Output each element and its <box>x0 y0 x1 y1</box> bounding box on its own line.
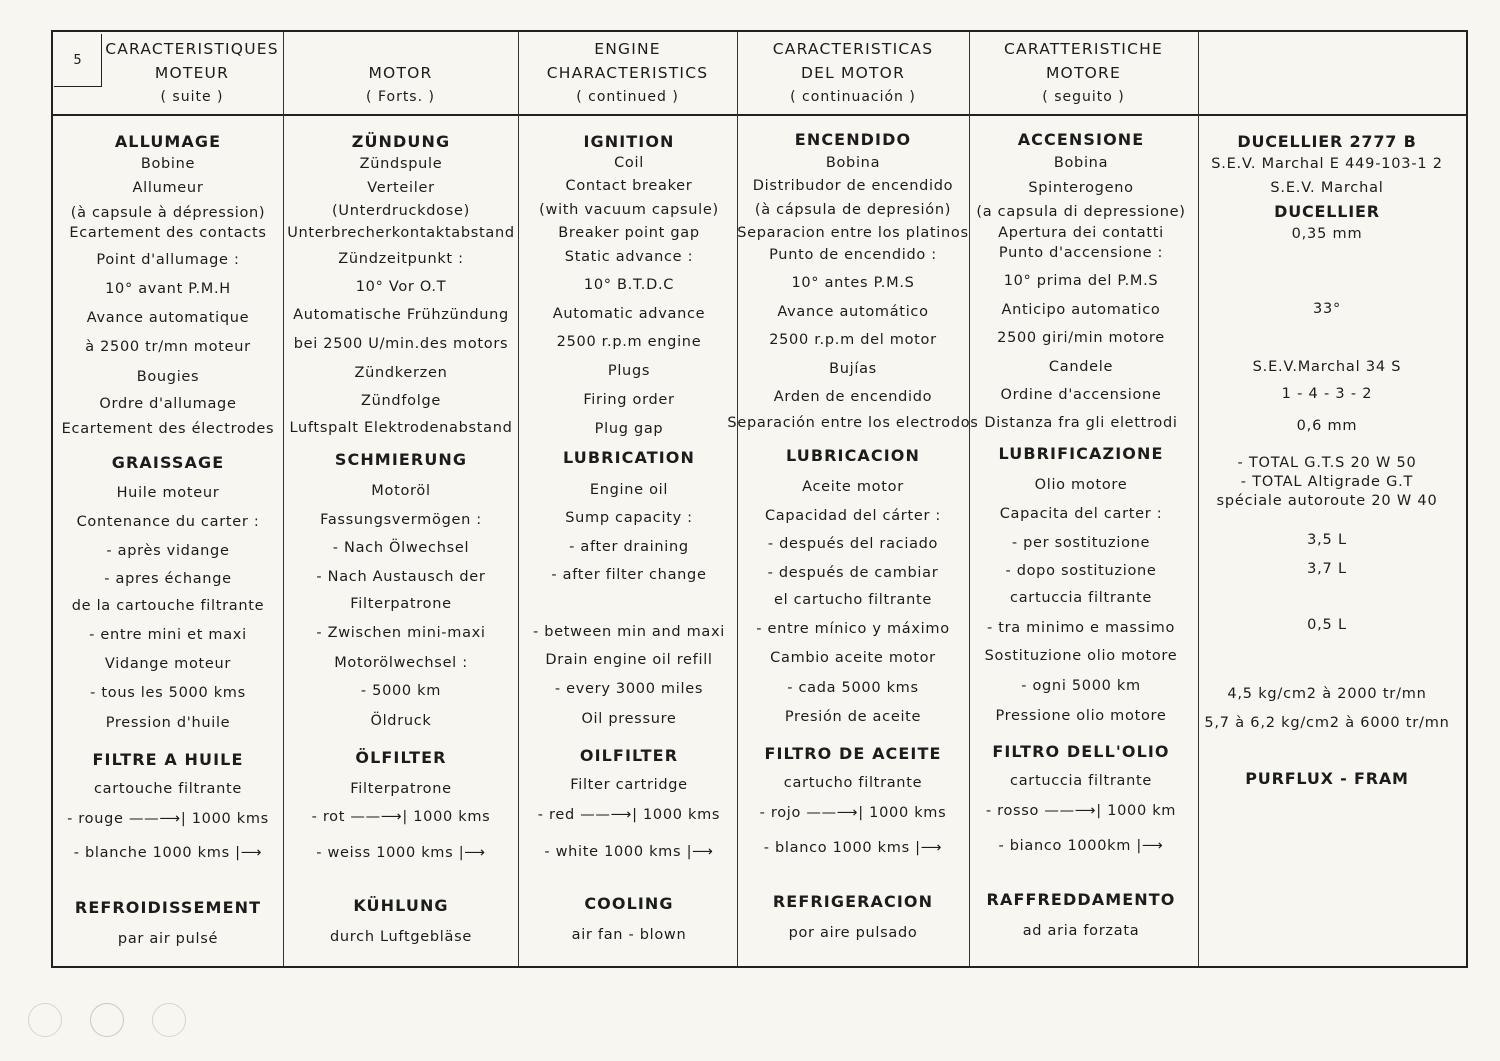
spec-label: Zündspule <box>359 156 443 172</box>
spec-label: Capacidad del cárter : <box>764 508 942 524</box>
spec-label: Breaker point gap <box>558 225 700 241</box>
spec-label: - rot ——⟶| 1000 kms <box>311 809 491 825</box>
spec-label: Plug gap <box>594 421 664 437</box>
spec-label: Distribudor de encendido <box>752 178 954 194</box>
column-header-title: CARACTERISTIQUES <box>105 40 279 58</box>
section-heading: REFRIGERACION <box>772 892 934 911</box>
column-divider <box>518 32 519 966</box>
spec-label: Spinterogeno <box>1028 180 1134 196</box>
spec-value: 0,6 mm <box>1296 418 1358 434</box>
spec-label: - tra minimo e massimo <box>986 620 1176 636</box>
binder-hole <box>90 1003 124 1037</box>
spec-label: - Nach Austausch der <box>316 569 486 585</box>
spec-label: 2500 r.p.m engine <box>556 334 702 350</box>
spec-label: durch Luftgebläse <box>330 929 472 945</box>
spec-label: (a capsula di depressione) <box>976 204 1186 220</box>
section-heading: RAFFREDDAMENTO <box>986 890 1176 909</box>
spec-label: (à capsule à dépression) <box>70 205 266 221</box>
binder-hole <box>28 1003 62 1037</box>
spec-label: Drain engine oil refill <box>545 652 713 668</box>
spec-label: 2500 r.p.m del motor <box>769 332 937 348</box>
spec-label: Static advance : <box>564 249 694 265</box>
column-divider <box>737 32 738 966</box>
column-divider <box>969 32 970 966</box>
page-number: 5 <box>54 34 102 87</box>
spec-label: Öldruck <box>370 713 432 729</box>
spec-label: Automatic advance <box>552 306 706 322</box>
spec-label: - cada 5000 kms <box>787 680 919 696</box>
spec-value: - TOTAL G.T.S 20 W 50 <box>1237 455 1417 471</box>
spec-label: à 2500 tr/mn moteur <box>85 339 251 355</box>
column-header-title: MOTOR <box>368 64 433 82</box>
section-heading: ENCENDIDO <box>794 130 912 149</box>
spec-label: - rojo ——⟶| 1000 kms <box>759 805 947 821</box>
column-header-title: MOTORE <box>1045 64 1121 82</box>
spec-label: - 5000 km <box>360 683 442 699</box>
section-heading: PURFLUX - FRAM <box>1245 769 1409 788</box>
spec-label: (à cápsula de depresión) <box>754 202 952 218</box>
spec-label: Bougies <box>136 369 200 385</box>
spec-label: Automatische Frühzündung <box>293 307 509 323</box>
spec-label: - blanche 1000 kms |⟶ <box>73 845 263 861</box>
spec-label: air fan - blown <box>571 927 687 943</box>
spec-value: 0,35 mm <box>1291 226 1363 242</box>
spec-label: cartuccia filtrante <box>1010 773 1152 789</box>
section-heading: KÜHLUNG <box>353 896 449 915</box>
spec-label: 10° Vor O.T <box>355 279 447 295</box>
spec-value: - TOTAL Altigrade G.T <box>1240 474 1414 490</box>
spec-label: Sump capacity : <box>565 510 693 526</box>
spec-label: Sostituzione olio motore <box>984 648 1178 664</box>
spec-label: Candele <box>1048 359 1114 375</box>
spec-label: Distanza fra gli elettrodi <box>984 415 1178 431</box>
spec-label: Filterpatrone <box>350 596 452 612</box>
spec-label: Ordine d'accensione <box>1000 387 1162 403</box>
spec-label: Separación entre los electrodos <box>727 415 979 431</box>
spec-label: Bobina <box>1053 155 1109 171</box>
spec-label: Luftspalt Elektrodenabstand <box>289 420 513 436</box>
section-heading: ÖLFILTER <box>355 748 447 767</box>
spec-label: Unterbrecherkontaktabstand <box>287 225 515 241</box>
section-heading: DUCELLIER <box>1274 202 1380 221</box>
column-header <box>283 32 518 114</box>
spec-label: ad aria forzata <box>1022 923 1140 939</box>
section-heading: GRAISSAGE <box>111 453 225 472</box>
spec-label: Bobine <box>140 156 196 172</box>
spec-label: Ecartement des contacts <box>69 225 267 241</box>
spec-value: 5,7 à 6,2 kg/cm2 à 6000 tr/mn <box>1204 715 1450 731</box>
spec-label: - per sostituzione <box>1011 535 1151 551</box>
header-divider <box>53 114 1466 116</box>
spec-label: Point d'allumage : <box>96 252 240 268</box>
spec-label: - apres échange <box>104 571 232 587</box>
spec-table <box>51 30 1468 968</box>
spec-label: - rouge ——⟶| 1000 kms <box>67 811 269 827</box>
section-heading: FILTRO DELL'OLIO <box>992 742 1170 761</box>
spec-label: 10° avant P.M.H <box>105 281 231 297</box>
spec-value: 1 - 4 - 3 - 2 <box>1281 386 1373 402</box>
spec-value: 3,5 L <box>1307 532 1347 548</box>
spec-label: Verteiler <box>367 180 435 196</box>
binder-hole <box>152 1003 186 1037</box>
spec-label: Plugs <box>607 363 651 379</box>
spec-label: - white 1000 kms |⟶ <box>544 844 714 860</box>
spec-label: Fassungsvermögen : <box>320 512 482 528</box>
spec-label: Contact breaker <box>565 178 693 194</box>
spec-label: Zündfolge <box>361 393 441 409</box>
spec-value: 0,5 L <box>1307 617 1347 633</box>
spec-label: - después del raciado <box>767 536 939 552</box>
spec-label: - tous les 5000 kms <box>90 685 246 701</box>
spec-label: cartouche filtrante <box>93 781 243 797</box>
column-header <box>737 32 969 114</box>
spec-label: Filterpatrone <box>350 781 452 797</box>
spec-label: el cartucho filtrante <box>773 592 933 608</box>
column-header-subtitle: ( continuación ) <box>790 89 916 105</box>
spec-label: Pression d'huile <box>105 715 231 731</box>
spec-label: Olio motore <box>1034 477 1128 493</box>
spec-value: 3,7 L <box>1307 561 1347 577</box>
spec-label: Cambio aceite motor <box>770 650 936 666</box>
section-heading: ZÜNDUNG <box>351 132 451 151</box>
spec-label: Arden de encendido <box>773 389 933 405</box>
spec-label: Bobina <box>825 155 881 171</box>
spec-value: S.E.V.Marchal 34 S <box>1252 359 1402 375</box>
spec-label: 10° prima del P.M.S <box>1003 273 1159 289</box>
spec-label: 2500 giri/min motore <box>997 330 1165 346</box>
spec-label: Zündzeitpunkt : <box>338 251 464 267</box>
section-heading: ALLUMAGE <box>114 132 222 151</box>
spec-label: - après vidange <box>106 543 230 559</box>
spec-label: - Nach Ölwechsel <box>332 540 470 556</box>
spec-label: - between min and maxi <box>532 624 726 640</box>
section-heading: LUBRICACION <box>786 446 920 465</box>
spec-label: Aceite motor <box>802 479 904 495</box>
spec-label: Separacion entre los platinos <box>737 225 969 241</box>
column-divider <box>283 32 284 966</box>
column-header-subtitle: ( continued ) <box>576 89 679 105</box>
spec-label: (Unterdruckdose) <box>332 203 470 219</box>
spec-label: - dopo sostituzione <box>1005 563 1157 579</box>
column-header <box>101 32 283 114</box>
column-header <box>1198 32 1470 114</box>
spec-value: 33° <box>1312 301 1342 317</box>
section-heading: IGNITION <box>583 132 675 151</box>
spec-label: Contenance du carter : <box>76 514 260 530</box>
spec-label: bei 2500 U/min.des motors <box>293 336 509 352</box>
column-header-title: CARACTERISTICAS <box>772 40 934 58</box>
section-heading: ACCENSIONE <box>1017 130 1145 149</box>
section-heading: DUCELLIER 2777 B <box>1237 132 1417 151</box>
column-header <box>518 32 737 114</box>
spec-label: cartucho filtrante <box>783 775 923 791</box>
column-divider <box>1198 32 1199 966</box>
spec-label: cartuccia filtrante <box>1010 590 1152 606</box>
spec-label: Firing order <box>583 392 675 408</box>
spec-value: 4,5 kg/cm2 à 2000 tr/mn <box>1227 686 1427 702</box>
spec-value: S.E.V. Marchal <box>1270 180 1384 196</box>
spec-label: Anticipo automatico <box>1001 302 1161 318</box>
section-heading: FILTRO DE ACEITE <box>764 744 942 763</box>
spec-label: Ecartement des électrodes <box>61 421 275 437</box>
section-heading: COOLING <box>584 894 674 913</box>
spec-label: Motorölwechsel : <box>334 655 468 671</box>
spec-label: - after filter change <box>551 567 707 583</box>
spec-value: spéciale autoroute 20 W 40 <box>1216 493 1438 509</box>
spec-label: Motoröl <box>371 483 431 499</box>
spec-label: - ogni 5000 km <box>1021 678 1141 694</box>
spec-label: - Zwischen mini-maxi <box>316 625 486 641</box>
column-header-subtitle: ( suite ) <box>160 89 224 105</box>
spec-label: - blanco 1000 kms |⟶ <box>763 840 943 856</box>
spec-label: Zündkerzen <box>354 365 448 381</box>
spec-label: - después de cambiar <box>767 565 939 581</box>
spec-label: Allumeur <box>132 180 204 196</box>
section-heading: REFROIDISSEMENT <box>74 898 262 917</box>
spec-label: Bujías <box>829 361 877 377</box>
spec-label: Punto d'accensione : <box>998 245 1164 261</box>
spec-label: Punto de encendido : <box>769 247 937 263</box>
spec-label: - rosso ——⟶| 1000 km <box>985 803 1177 819</box>
spec-label: - weiss 1000 kms |⟶ <box>316 845 486 861</box>
column-header-title: MOTEUR <box>154 64 230 82</box>
spec-label: 10° B.T.D.C <box>583 277 675 293</box>
spec-label: - red ——⟶| 1000 kms <box>537 807 721 823</box>
spec-label: Presión de aceite <box>784 709 922 725</box>
spec-label: Avance automatique <box>86 310 250 326</box>
section-heading: FILTRE A HUILE <box>92 750 244 769</box>
column-header-title: CARATTERISTICHE <box>1004 40 1163 58</box>
spec-label: Huile moteur <box>116 485 220 501</box>
spec-label: - after draining <box>569 539 689 555</box>
column-header-subtitle: ( Forts. ) <box>366 89 435 105</box>
spec-label: por aire pulsado <box>788 925 918 941</box>
column-header-subtitle: ( seguito ) <box>1042 89 1125 105</box>
column-header-title: ENGINE <box>594 40 661 58</box>
column-header-title: CHARACTERISTICS <box>546 64 709 82</box>
column-header-title: DEL MOTOR <box>800 64 906 82</box>
spec-label: - every 3000 miles <box>554 681 704 697</box>
spec-label: Oil pressure <box>581 711 677 727</box>
section-heading: LUBRICATION <box>563 448 695 467</box>
section-heading: OILFILTER <box>579 746 679 765</box>
spec-label: (with vacuum capsule) <box>539 202 719 218</box>
spec-label: Pressione olio motore <box>995 708 1167 724</box>
spec-label: par air pulsé <box>117 931 219 947</box>
section-heading: LUBRIFICAZIONE <box>998 444 1164 463</box>
spec-value: S.E.V. Marchal E 449-103-1 2 <box>1211 156 1443 172</box>
spec-label: - bianco 1000km |⟶ <box>998 838 1164 854</box>
spec-label: de la cartouche filtrante <box>71 598 265 614</box>
spec-label: Ordre d'allumage <box>99 396 237 412</box>
spec-label: Apertura dei contatti <box>998 225 1164 241</box>
spec-label: - entre mini et maxi <box>89 627 247 643</box>
spec-label: Engine oil <box>589 482 669 498</box>
section-heading: SCHMIERUNG <box>334 450 468 469</box>
spec-label: Vidange moteur <box>104 656 232 672</box>
spec-label: Capacita del carter : <box>999 506 1163 522</box>
spec-label: - entre mínico y máximo <box>756 621 950 637</box>
spec-label: Avance automático <box>777 304 929 320</box>
spec-label: Coil <box>614 155 644 171</box>
column-header <box>969 32 1198 114</box>
spec-label: Filter cartridge <box>570 777 688 793</box>
spec-label: 10° antes P.M.S <box>791 275 915 291</box>
